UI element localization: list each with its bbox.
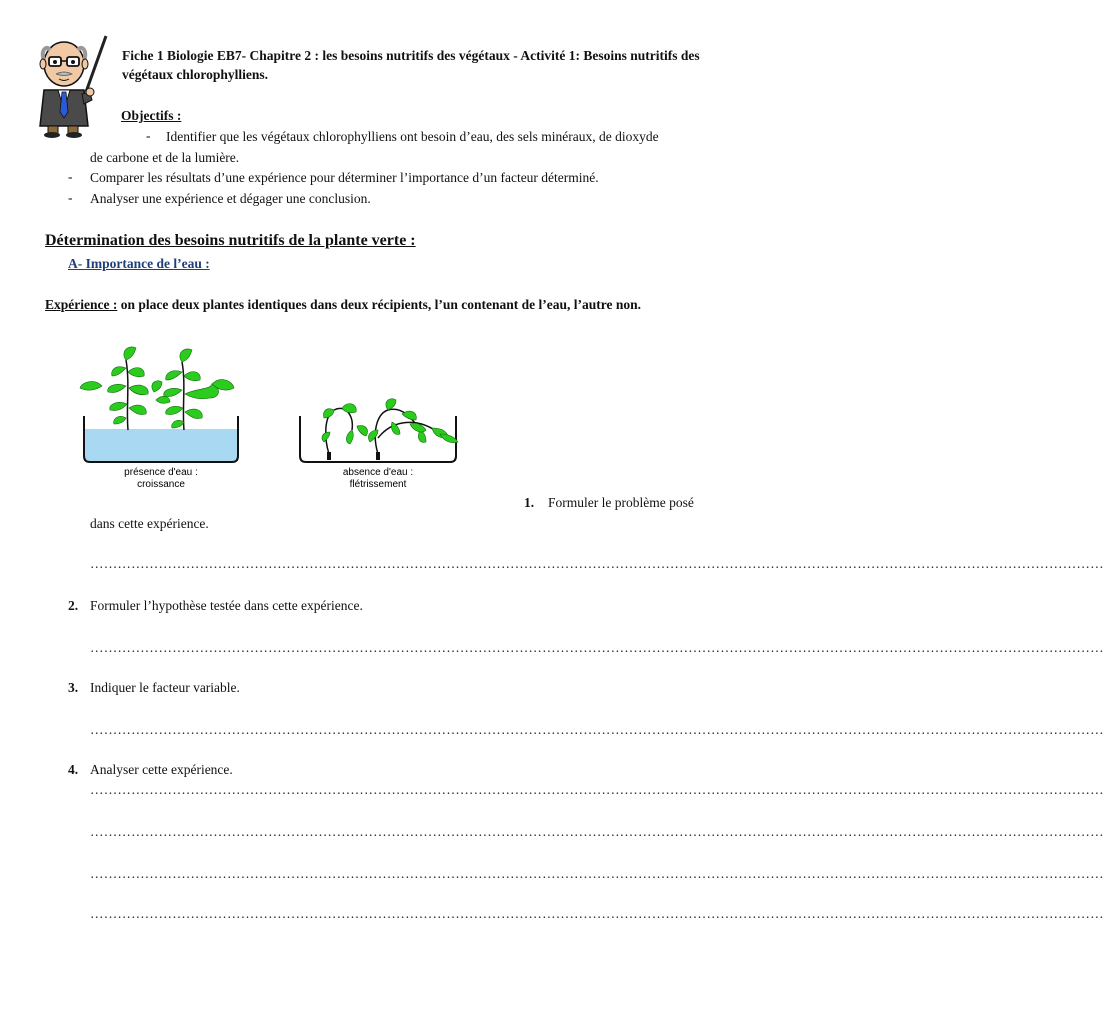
answer-line[interactable]: ……………………………………………………………………………………………………………………………………………………………………………………………………: [90, 906, 1104, 921]
question-number: 2.: [68, 598, 79, 613]
experiment-figure: [72, 338, 472, 493]
objective-item: Comparer les résultats d’une expérience pour déterminer l’importance d’un facteur déterminé.: [90, 170, 599, 185]
answer-line[interactable]: ……………………………………………………………………………………………………………………………………………………………………………………………………: [90, 640, 1104, 655]
answer-line[interactable]: ……………………………………………………………………………………………………………………………………………………………………………………………………: [90, 556, 1104, 571]
right-caption-line-1: absence d'eau :: [342, 467, 414, 478]
worksheet-title: Fiche 1 Biologie EB7- Chapitre 2 : les besoins nutritifs des végétaux - Activité 1: Besoins nutritifs des végétaux chlorophylliens.: [122, 48, 700, 82]
objective-bullet: -: [68, 169, 73, 184]
objective-item: de carbone et de la lumière.: [90, 150, 240, 165]
subsection-title: A- Importance de l’eau :: [68, 256, 210, 271]
question-text: Formuler l’hypothèse testée dans cette expérience.: [90, 598, 363, 613]
question-number: 4.: [68, 762, 79, 777]
answer-line[interactable]: ……………………………………………………………………………………………………………………………………………………………………………………………………: [90, 722, 1104, 737]
left-caption-line-1: présence d'eau :: [124, 467, 198, 478]
objective-bullet: -: [68, 190, 73, 205]
teacher-illustration: [26, 30, 112, 138]
question-text: Formuler le problème posé: [548, 495, 694, 510]
objective-item: Identifier que les végétaux chlorophylliens ont besoin d’eau, des sels minéraux, de dioxyde: [166, 129, 659, 144]
answer-line[interactable]: ……………………………………………………………………………………………………………………………………………………………………………………………………: [90, 782, 1104, 797]
question-text: Analyser cette expérience.: [90, 762, 233, 777]
question-number: 3.: [68, 680, 79, 695]
question-text: Indiquer le facteur variable.: [90, 680, 240, 695]
objectives-heading: Objectifs :: [121, 108, 182, 123]
experiment-description: [45, 297, 641, 313]
objective-item: Analyser une expérience et dégager une conclusion.: [90, 191, 371, 206]
experiment-label: Expérience :: [45, 297, 118, 312]
question-number: 1.: [524, 495, 535, 510]
answer-line[interactable]: ……………………………………………………………………………………………………………………………………………………………………………………………………: [90, 866, 1104, 881]
section-title: Détermination des besoins nutritifs de la plante verte :: [45, 232, 416, 249]
objective-bullet: -: [146, 128, 151, 143]
question-text-continued: dans cette expérience.: [90, 516, 209, 531]
right-caption-line-2: flétrissement: [349, 479, 407, 490]
left-caption-line-2: croissance: [137, 479, 185, 490]
answer-line[interactable]: ……………………………………………………………………………………………………………………………………………………………………………………………………: [90, 824, 1104, 839]
experiment-text: on place deux plantes identiques dans deux récipients, l’un contenant de l’eau, l’autre non.: [117, 297, 642, 312]
